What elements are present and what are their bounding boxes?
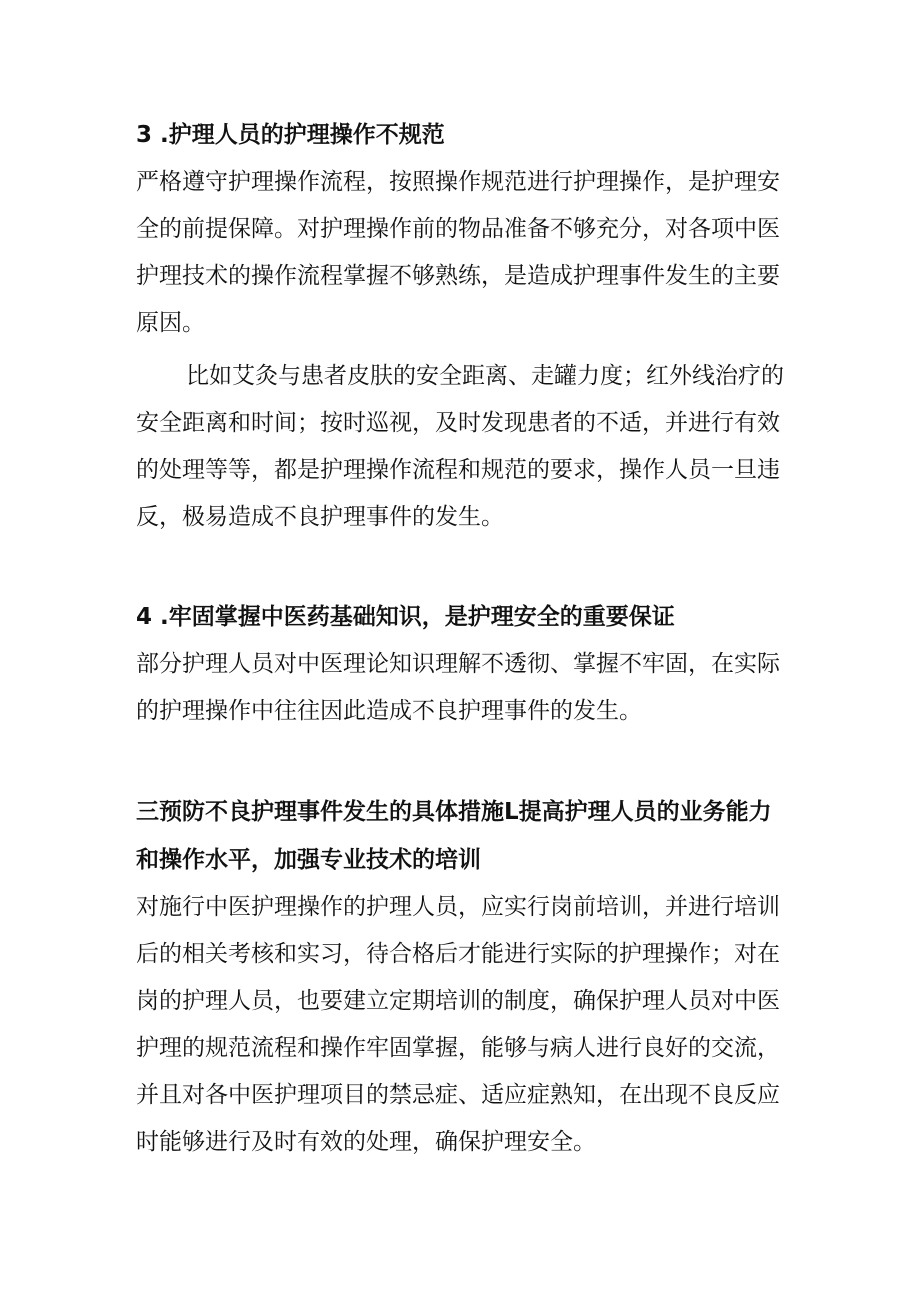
paragraph (136, 159, 796, 347)
section-heading-4: 4 .牢固掌握中医药基础知识，是护理安全的重要保证 (136, 604, 675, 630)
text-line: 原因。 (136, 310, 205, 336)
paragraph (136, 353, 796, 541)
text-line: 比如艾灸与患者皮肤的安全距离、走罐力度；红外线治疗的 (186, 363, 784, 389)
text-line: 护理技术的操作流程掌握不够熟练，是造成护理事件发生的主要 (136, 263, 780, 289)
text-line: 安全距离和时间；按时巡视，及时发现患者的不适，并进行有效 (136, 410, 780, 436)
section-heading-3-measures (136, 788, 796, 884)
text-line: 对施行中医护理操作的护理人员，应实行岗前培训，并进行培训 (136, 894, 780, 920)
section-heading-3: 3 .护理人员的护理操作不规范 (136, 122, 445, 148)
text-line: 护理的规范流程和操作牢固掌握，能够与病人进行良好的交流， (136, 1035, 780, 1061)
paragraph (136, 641, 796, 735)
text-line: 并且对各中医护理项目的禁忌症、适应症熟知，在出现不良反应 (136, 1082, 780, 1108)
text-line: 全的前提保障。对护理操作前的物品准备不够充分，对各项中医 (136, 216, 780, 242)
heading-line: 三预防不良护理事件发生的具体措施L提高护理人员的业务能力 (136, 799, 772, 825)
text-line: 的护理操作中往往因此造成不良护理事件的发生。 (136, 698, 642, 724)
text-line: 严格遵守护理操作流程，按照操作规范进行护理操作，是护理安 (136, 169, 780, 195)
text-line: 岗的护理人员，也要建立定期培训的制度，确保护理人员对中医 (136, 988, 780, 1014)
text-line: 的处理等等，都是护理操作流程和规范的要求，操作人员一旦违 (136, 457, 780, 483)
text-line: 后的相关考核和实习，待合格后才能进行实际的护理操作；对在 (136, 941, 780, 967)
text-line: 时能够进行及时有效的处理，确保护理安全。 (136, 1129, 596, 1155)
text-line: 部分护理人员对中医理论知识理解不透彻、掌握不牢固，在实际 (136, 651, 780, 677)
text-line: 反，极易造成不良护理事件的发生。 (136, 504, 504, 530)
paragraph (136, 884, 796, 1166)
heading-line: 和操作水平，加强专业技术的培训 (136, 847, 481, 873)
